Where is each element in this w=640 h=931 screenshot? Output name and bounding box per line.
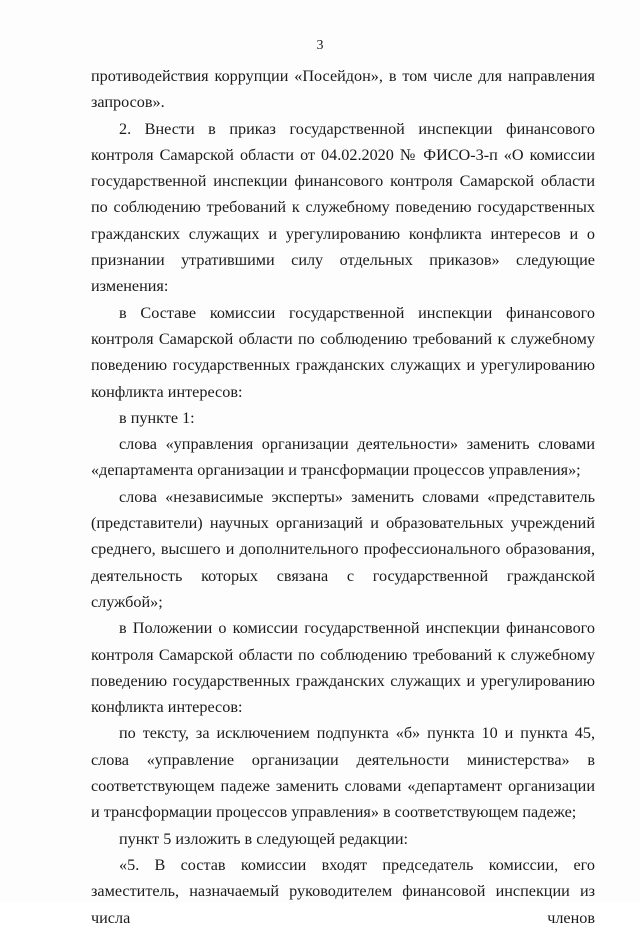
document-body (91, 63, 595, 931)
paragraph-composition: в Составе комиссии государственной инспекции финансового контроля Самарской области по соблюдению требований к служебному поведению государственных гражданских служащих и урегулированию конфликта интересов: (91, 303, 595, 401)
paragraph-continuation: противодействия коррупции «Посейдон», в том числе для направления запросов». (91, 67, 595, 112)
paragraph-words-replacement-1: слова «управления организации деятельности» заменить словами «департамента организации и трансформации процессов управления»; (91, 435, 595, 480)
paragraph-point-5: пункт 5 изложить в следующей редакции: (119, 829, 409, 848)
paragraph-point-5-text: «5. В состав комиссии входят председатель комиссии, его заместитель, назначаемый руководителем финансовой инспекции из числа членов (91, 855, 595, 927)
paragraph-point-1: в пункте 1: (119, 408, 195, 427)
paragraph-text-replacement: по тексту, за исключением подпункта «б» пункта 10 и пункта 45, слова «управление организации деятельности министерства» в соответствующем падеже заменить словами «департамент организации и трансформации процессов управления» в соответствующем падеже; (91, 724, 595, 822)
paragraph-item-2: 2. Внести в приказ государственной инспекции финансового контроля Самарской области от 04.02.2020 № ФИСО-3-п «О комиссии государственной инспекции финансового контроля Самарской области по соблюдению требований к служебному поведению государственных гражданских служащих и урегулированию конфликта интересов и о признании утратившими силу отдельных приказов» следующие изменения: (91, 119, 595, 296)
paragraph-words-replacement-2: слова «независимые эксперты» заменить словами «представитель (представители) научных организаций и образовательных учреждений среднего, высшего и дополнительного профессионального образования, деятельность которых связана с государственной гражданской службой»; (91, 487, 595, 611)
paragraph-regulation: в Положении о комиссии государственной инспекции финансового контроля Самарской области по соблюдению требований к служебному поведению государственных гражданских служащих и урегулированию конфликта интересов: (91, 619, 595, 717)
page-number: 3 (316, 38, 324, 53)
